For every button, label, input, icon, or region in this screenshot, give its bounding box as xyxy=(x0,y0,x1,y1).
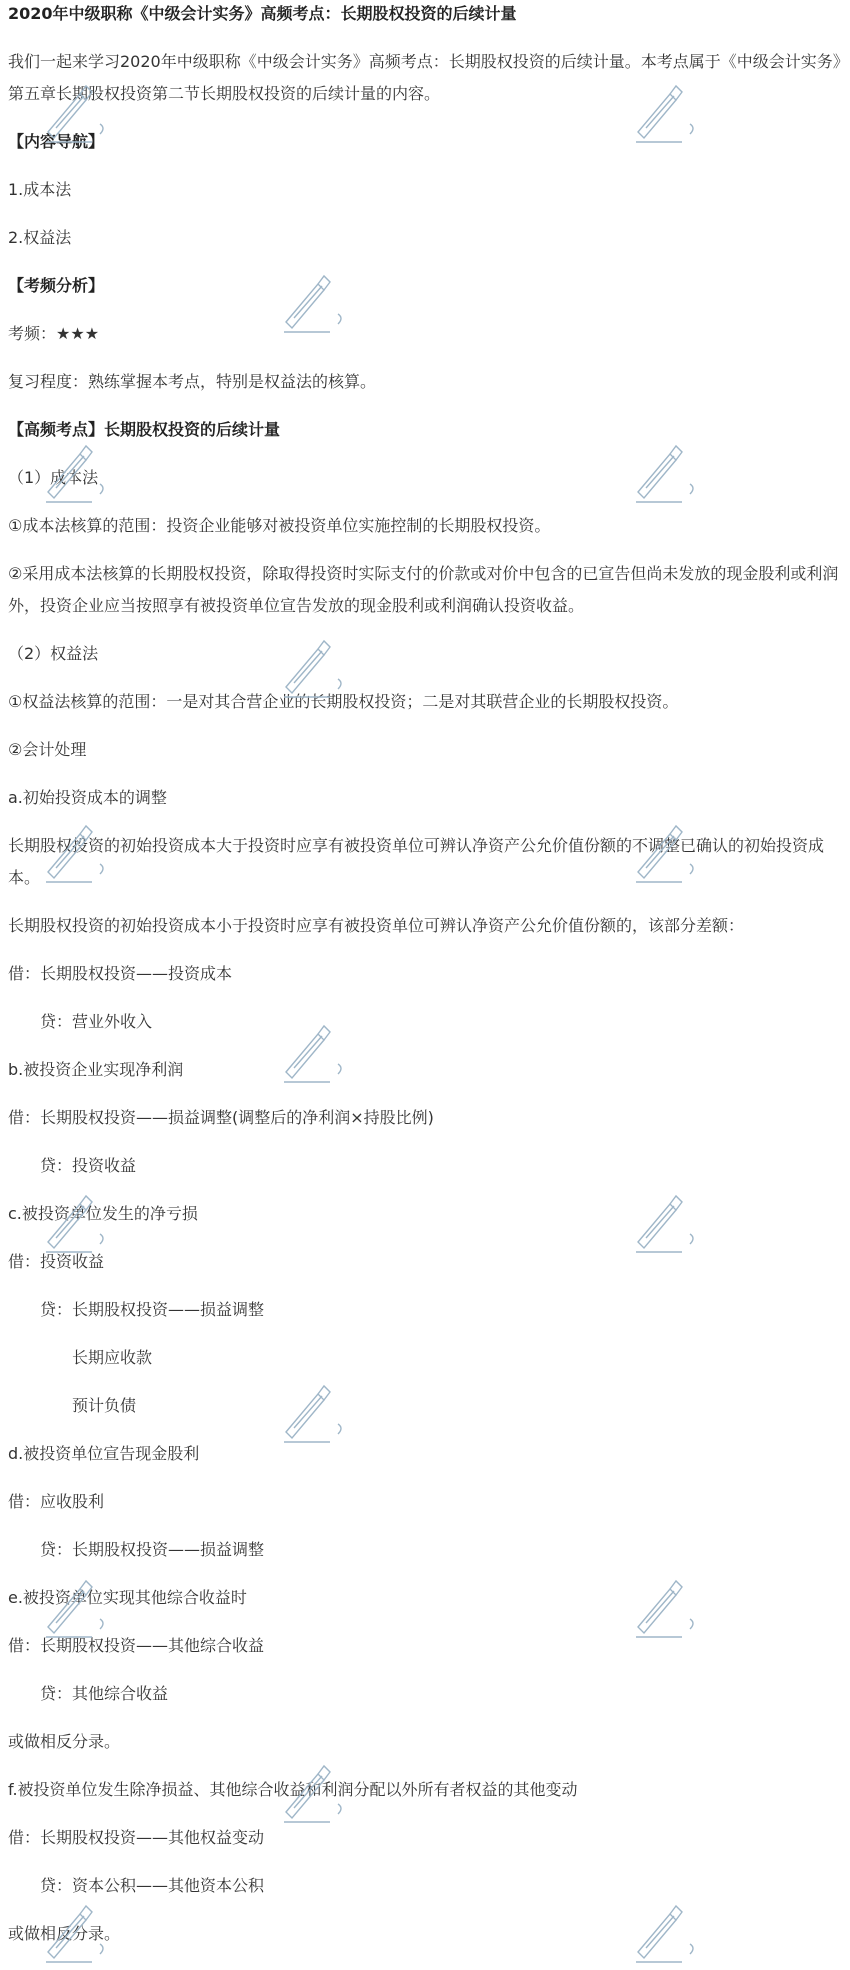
section-c-heading: c.被投资单位发生的净亏损 xyxy=(8,1204,198,1223)
section-d-heading: d.被投资单位宣告现金股利 xyxy=(8,1444,200,1463)
section-c-credit: 贷：长期股权投资——损益调整 xyxy=(40,1300,265,1319)
pen-watermark-icon xyxy=(630,1190,700,1260)
section-f-credit: 贷：资本公积——其他资本公积 xyxy=(40,1876,265,1895)
cost-point-2-line-1: ②采用成本法核算的长期股权投资，除取得投资时实际支付的价款或对价中包含的已宣告但尚未发放的现金股利或利润 xyxy=(8,564,839,583)
pen-watermark-icon xyxy=(40,1575,110,1645)
analysis-heading: 【考频分析】 xyxy=(8,276,105,295)
intro-line-1: 我们一起来学习2020年中级职称《中级会计实务》高频考点：长期股权投资的后续计量。本考点属于《中级会计实务》 xyxy=(8,52,849,71)
equity-point-1: ①权益法核算的范围：一是对其合营企业的长期股权投资；二是对其联营企业的长期股权投资。 xyxy=(8,692,679,711)
cost-point-2 xyxy=(8,558,846,622)
pen-watermark-icon xyxy=(278,1020,348,1090)
section-d-debit: 借：应收股利 xyxy=(8,1492,105,1511)
frequency-text: 考频：★★★ xyxy=(8,324,100,343)
cost-method-heading: （1）成本法 xyxy=(8,468,99,487)
section-f-reverse-note: 或做相反分录。 xyxy=(8,1924,121,1943)
pen-watermark-icon xyxy=(630,440,700,510)
section-f-heading: f.被投资单位发生除净损益、其他综合收益和利润分配以外所有者权益的其他变动 xyxy=(8,1780,578,1799)
nav-heading: 【内容导航】 xyxy=(8,132,105,151)
pen-watermark-icon xyxy=(278,1380,348,1450)
section-e-debit: 借：长期股权投资——其他综合收益 xyxy=(8,1636,265,1655)
section-b-debit: 借：长期股权投资——损益调整(调整后的净利润×持股比例) xyxy=(8,1108,434,1127)
pen-watermark-icon xyxy=(630,1575,700,1645)
section-f-debit: 借：长期股权投资——其他权益变动 xyxy=(8,1828,265,1847)
equity-method-heading: （2）权益法 xyxy=(8,644,99,663)
nav-item-cost-method: 1.成本法 xyxy=(8,180,72,199)
intro-line-2: 第五章长期股权投资第二节长期股权投资的后续计量的内容。 xyxy=(8,84,441,103)
section-a-text-1-line-1: 长期股权投资的初始投资成本大于投资时应享有被投资单位可辨认净资产公允价值份额的不调整已确认的初始投资成 xyxy=(8,836,825,855)
section-e-reverse-note: 或做相反分录。 xyxy=(8,1732,121,1751)
section-a-text-1 xyxy=(8,830,846,894)
section-b-heading: b.被投资企业实现净利润 xyxy=(8,1060,184,1079)
nav-item-equity-method: 2.权益法 xyxy=(8,228,72,247)
section-a-text-2: 长期股权投资的初始投资成本小于投资时应享有被投资单位可辨认净资产公允价值份额的，该部分差额： xyxy=(8,916,745,935)
section-a-credit: 贷：营业外收入 xyxy=(40,1012,153,1031)
section-e-heading: e.被投资单位实现其他综合收益时 xyxy=(8,1588,247,1607)
section-c-credit-2: 长期应收款 xyxy=(72,1348,153,1367)
pen-watermark-icon xyxy=(630,1900,700,1970)
section-a-heading: a.初始投资成本的调整 xyxy=(8,788,167,807)
pen-watermark-icon xyxy=(40,1190,110,1260)
intro-paragraph xyxy=(8,46,849,110)
section-e-credit: 贷：其他综合收益 xyxy=(40,1684,169,1703)
section-c-debit: 借：投资收益 xyxy=(8,1252,105,1271)
cost-point-2-line-2: 外，投资企业应当按照享有被投资单位宣告发放的现金股利或利润确认投资收益。 xyxy=(8,596,585,615)
pen-watermark-icon xyxy=(278,270,348,340)
section-b-credit: 贷：投资收益 xyxy=(40,1156,137,1175)
cost-point-1: ①成本法核算的范围：投资企业能够对被投资单位实施控制的长期股权投资。 xyxy=(8,516,551,535)
article-title: 2020年中级职称《中级会计实务》高频考点：长期股权投资的后续计量 xyxy=(8,4,517,23)
section-a-debit: 借：长期股权投资——投资成本 xyxy=(8,964,233,983)
review-text: 复习程度：熟练掌握本考点，特别是权益法的核算。 xyxy=(8,372,377,391)
section-d-credit: 贷：长期股权投资——损益调整 xyxy=(40,1540,265,1559)
equity-point-2: ②会计处理 xyxy=(8,740,87,759)
section-a-text-1-line-2: 本。 xyxy=(8,868,41,887)
key-heading: 【高频考点】长期股权投资的后续计量 xyxy=(8,420,281,439)
section-c-credit-3: 预计负债 xyxy=(72,1396,137,1415)
